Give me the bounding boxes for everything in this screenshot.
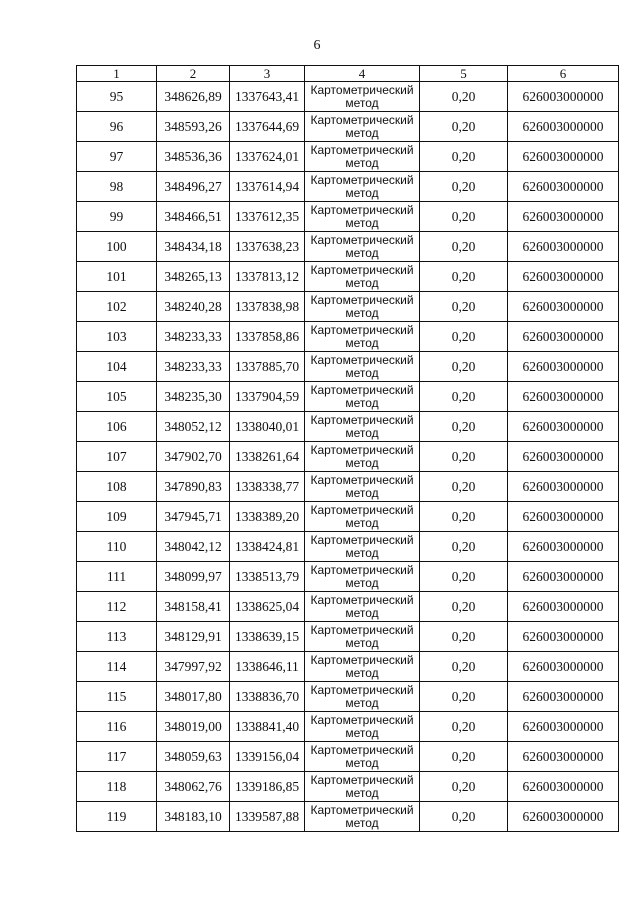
method-cell [305,292,420,322]
table-header [77,66,619,82]
x-coordinate-cell: 348099,97 [157,562,230,592]
method-cell [305,232,420,262]
table-row [77,412,619,442]
code-cell: 626003000000 [508,382,619,412]
method-line-1: Картометрический [310,382,414,397]
accuracy-cell: 0,20 [420,322,508,352]
y-coordinate-cell: 1338389,20 [230,502,305,532]
code-cell: 626003000000 [508,172,619,202]
method-line-2: метод [345,245,379,260]
x-coordinate-cell: 348626,89 [157,82,230,112]
code-cell: 626003000000 [508,352,619,382]
y-coordinate-cell: 1337643,41 [230,82,305,112]
x-coordinate-cell: 348019,00 [157,712,230,742]
method-cell [305,802,420,832]
method-cell [305,472,420,502]
y-coordinate-cell: 1337858,86 [230,322,305,352]
method-line-2: метод [345,755,379,770]
code-cell: 626003000000 [508,682,619,712]
accuracy-cell: 0,20 [420,472,508,502]
accuracy-cell: 0,20 [420,772,508,802]
y-coordinate-cell: 1339156,04 [230,742,305,772]
y-coordinate-cell: 1339587,88 [230,802,305,832]
table-row [77,142,619,172]
method-line-2: метод [345,185,379,200]
table-row [77,442,619,472]
point-number-cell: 113 [77,622,157,652]
point-number-cell: 115 [77,682,157,712]
x-coordinate-cell: 348265,13 [157,262,230,292]
accuracy-cell: 0,20 [420,382,508,412]
method-line-2: метод [345,605,379,620]
x-coordinate-cell: 348183,10 [157,802,230,832]
method-line-2: метод [345,305,379,320]
method-line-2: метод [345,545,379,560]
point-number-cell: 96 [77,112,157,142]
x-coordinate-cell: 347902,70 [157,442,230,472]
column-header: 4 [305,66,420,82]
method-line-1: Картометрический [310,652,414,667]
accuracy-cell: 0,20 [420,262,508,292]
method-cell [305,202,420,232]
point-number-cell: 98 [77,172,157,202]
accuracy-cell: 0,20 [420,352,508,382]
table-row [77,82,619,112]
method-line-2: метод [345,575,379,590]
point-number-cell: 100 [77,232,157,262]
method-line-2: метод [345,725,379,740]
method-cell [305,142,420,172]
method-cell [305,262,420,292]
point-number-cell: 109 [77,502,157,532]
method-line-2: метод [345,455,379,470]
x-coordinate-cell: 348062,76 [157,772,230,802]
method-line-1: Картометрический [310,712,414,727]
point-number-cell: 99 [77,202,157,232]
method-cell [305,562,420,592]
accuracy-cell: 0,20 [420,82,508,112]
y-coordinate-cell: 1337624,01 [230,142,305,172]
method-line-2: метод [345,275,379,290]
code-cell: 626003000000 [508,322,619,352]
y-coordinate-cell: 1337612,35 [230,202,305,232]
y-coordinate-cell: 1337644,69 [230,112,305,142]
code-cell: 626003000000 [508,442,619,472]
method-line-1: Картометрический [310,682,414,697]
point-number-cell: 104 [77,352,157,382]
code-cell: 626003000000 [508,262,619,292]
accuracy-cell: 0,20 [420,502,508,532]
code-cell: 626003000000 [508,742,619,772]
point-number-cell: 118 [77,772,157,802]
table-row [77,532,619,562]
code-cell: 626003000000 [508,622,619,652]
accuracy-cell: 0,20 [420,712,508,742]
table-row [77,652,619,682]
method-line-1: Картометрический [310,742,414,757]
accuracy-cell: 0,20 [420,532,508,562]
method-line-1: Картометрический [310,802,414,817]
x-coordinate-cell: 347997,92 [157,652,230,682]
x-coordinate-cell: 348536,36 [157,142,230,172]
column-header: 2 [157,66,230,82]
table-row [77,502,619,532]
y-coordinate-cell: 1338625,04 [230,592,305,622]
y-coordinate-cell: 1337638,23 [230,232,305,262]
code-cell: 626003000000 [508,772,619,802]
table-row [77,742,619,772]
code-cell: 626003000000 [508,202,619,232]
point-number-cell: 119 [77,802,157,832]
accuracy-cell: 0,20 [420,622,508,652]
table-row [77,292,619,322]
method-line-2: метод [345,665,379,680]
method-cell [305,442,420,472]
table-row [77,232,619,262]
table-row [77,622,619,652]
x-coordinate-cell: 348017,80 [157,682,230,712]
y-coordinate-cell: 1337838,98 [230,292,305,322]
y-coordinate-cell: 1338639,15 [230,622,305,652]
page-number: 6 [313,38,321,53]
table-row [77,772,619,802]
method-line-1: Картометрический [310,172,414,187]
table-body [77,82,619,832]
method-cell [305,532,420,562]
accuracy-cell: 0,20 [420,442,508,472]
x-coordinate-cell: 347945,71 [157,502,230,532]
y-coordinate-cell: 1338338,77 [230,472,305,502]
point-number-cell: 103 [77,322,157,352]
point-number-cell: 116 [77,712,157,742]
accuracy-cell: 0,20 [420,412,508,442]
table-row [77,172,619,202]
method-cell [305,772,420,802]
code-cell: 626003000000 [508,472,619,502]
method-line-2: метод [345,125,379,140]
method-cell [305,382,420,412]
accuracy-cell: 0,20 [420,592,508,622]
method-cell [305,82,420,112]
point-number-cell: 110 [77,532,157,562]
method-line-2: метод [345,695,379,710]
x-coordinate-cell: 348233,33 [157,352,230,382]
y-coordinate-cell: 1337904,59 [230,382,305,412]
y-coordinate-cell: 1338424,81 [230,532,305,562]
point-number-cell: 102 [77,292,157,322]
method-cell [305,112,420,142]
method-line-1: Картометрический [310,502,414,517]
point-number-cell: 117 [77,742,157,772]
method-line-1: Картометрический [310,562,414,577]
point-number-cell: 108 [77,472,157,502]
y-coordinate-cell: 1338040,01 [230,412,305,442]
code-cell: 626003000000 [508,112,619,142]
column-header: 3 [230,66,305,82]
code-cell: 626003000000 [508,802,619,832]
method-cell [305,652,420,682]
table-row [77,682,619,712]
method-line-2: метод [345,485,379,500]
x-coordinate-cell: 347890,83 [157,472,230,502]
code-cell: 626003000000 [508,142,619,172]
method-line-2: метод [345,395,379,410]
method-line-2: метод [345,815,379,830]
y-coordinate-cell: 1338261,64 [230,442,305,472]
method-line-1: Картометрический [310,412,414,427]
y-coordinate-cell: 1338841,40 [230,712,305,742]
code-cell: 626003000000 [508,592,619,622]
x-coordinate-cell: 348235,30 [157,382,230,412]
table-row [77,472,619,502]
table-row [77,382,619,412]
method-line-1: Картометрический [310,112,414,127]
method-line-1: Картометрический [310,232,414,247]
table-row [77,712,619,742]
column-header: 1 [77,66,157,82]
accuracy-cell: 0,20 [420,202,508,232]
method-line-1: Картометрический [310,592,414,607]
code-cell: 626003000000 [508,502,619,532]
code-cell: 626003000000 [508,412,619,442]
code-cell: 626003000000 [508,712,619,742]
code-cell: 626003000000 [508,562,619,592]
y-coordinate-cell: 1339186,85 [230,772,305,802]
method-line-1: Картометрический [310,322,414,337]
table-row [77,352,619,382]
coordinates-table [76,65,619,832]
point-number-cell: 107 [77,442,157,472]
method-line-1: Картометрический [310,292,414,307]
x-coordinate-cell: 348129,91 [157,622,230,652]
table-row [77,562,619,592]
x-coordinate-cell: 348158,41 [157,592,230,622]
y-coordinate-cell: 1337885,70 [230,352,305,382]
code-cell: 626003000000 [508,652,619,682]
method-cell [305,412,420,442]
y-coordinate-cell: 1337813,12 [230,262,305,292]
accuracy-cell: 0,20 [420,292,508,322]
code-cell: 626003000000 [508,292,619,322]
method-line-1: Картометрический [310,442,414,457]
x-coordinate-cell: 348052,12 [157,412,230,442]
y-coordinate-cell: 1338513,79 [230,562,305,592]
method-cell [305,322,420,352]
point-number-cell: 106 [77,412,157,442]
table-row [77,322,619,352]
accuracy-cell: 0,20 [420,682,508,712]
code-cell: 626003000000 [508,82,619,112]
table-row [77,592,619,622]
point-number-cell: 114 [77,652,157,682]
column-header: 6 [508,66,619,82]
method-line-1: Картометрический [310,262,414,277]
point-number-cell: 101 [77,262,157,292]
accuracy-cell: 0,20 [420,742,508,772]
point-number-cell: 112 [77,592,157,622]
method-cell [305,712,420,742]
method-line-2: метод [345,215,379,230]
x-coordinate-cell: 348059,63 [157,742,230,772]
method-line-1: Картометрический [310,622,414,637]
table-row [77,262,619,292]
column-header: 5 [420,66,508,82]
method-cell [305,352,420,382]
x-coordinate-cell: 348233,33 [157,322,230,352]
method-line-1: Картометрический [310,82,414,97]
method-cell [305,742,420,772]
method-cell [305,622,420,652]
accuracy-cell: 0,20 [420,172,508,202]
x-coordinate-cell: 348042,12 [157,532,230,562]
accuracy-cell: 0,20 [420,802,508,832]
method-line-2: метод [345,425,379,440]
method-cell [305,592,420,622]
method-line-2: метод [345,335,379,350]
method-line-2: метод [345,155,379,170]
method-cell [305,172,420,202]
method-cell [305,682,420,712]
accuracy-cell: 0,20 [420,232,508,262]
accuracy-cell: 0,20 [420,112,508,142]
x-coordinate-cell: 348434,18 [157,232,230,262]
accuracy-cell: 0,20 [420,142,508,172]
point-number-cell: 111 [77,562,157,592]
accuracy-cell: 0,20 [420,652,508,682]
method-line-1: Картометрический [310,772,414,787]
method-line-1: Картометрический [310,142,414,157]
method-line-1: Картометрический [310,532,414,547]
y-coordinate-cell: 1338646,11 [230,652,305,682]
table-row [77,802,619,832]
x-coordinate-cell: 348593,26 [157,112,230,142]
accuracy-cell: 0,20 [420,562,508,592]
y-coordinate-cell: 1337614,94 [230,172,305,202]
method-line-2: метод [345,365,379,380]
x-coordinate-cell: 348496,27 [157,172,230,202]
method-cell [305,502,420,532]
code-cell: 626003000000 [508,532,619,562]
x-coordinate-cell: 348466,51 [157,202,230,232]
method-line-2: метод [345,515,379,530]
method-line-2: метод [345,95,379,110]
method-line-1: Картометрический [310,202,414,217]
table-row [77,202,619,232]
method-line-1: Картометрический [310,352,414,367]
method-line-2: метод [345,635,379,650]
x-coordinate-cell: 348240,28 [157,292,230,322]
y-coordinate-cell: 1338836,70 [230,682,305,712]
method-line-2: метод [345,785,379,800]
point-number-cell: 97 [77,142,157,172]
header-row [77,66,619,82]
point-number-cell: 105 [77,382,157,412]
method-line-1: Картометрический [310,472,414,487]
table-row [77,112,619,142]
point-number-cell: 95 [77,82,157,112]
code-cell: 626003000000 [508,232,619,262]
